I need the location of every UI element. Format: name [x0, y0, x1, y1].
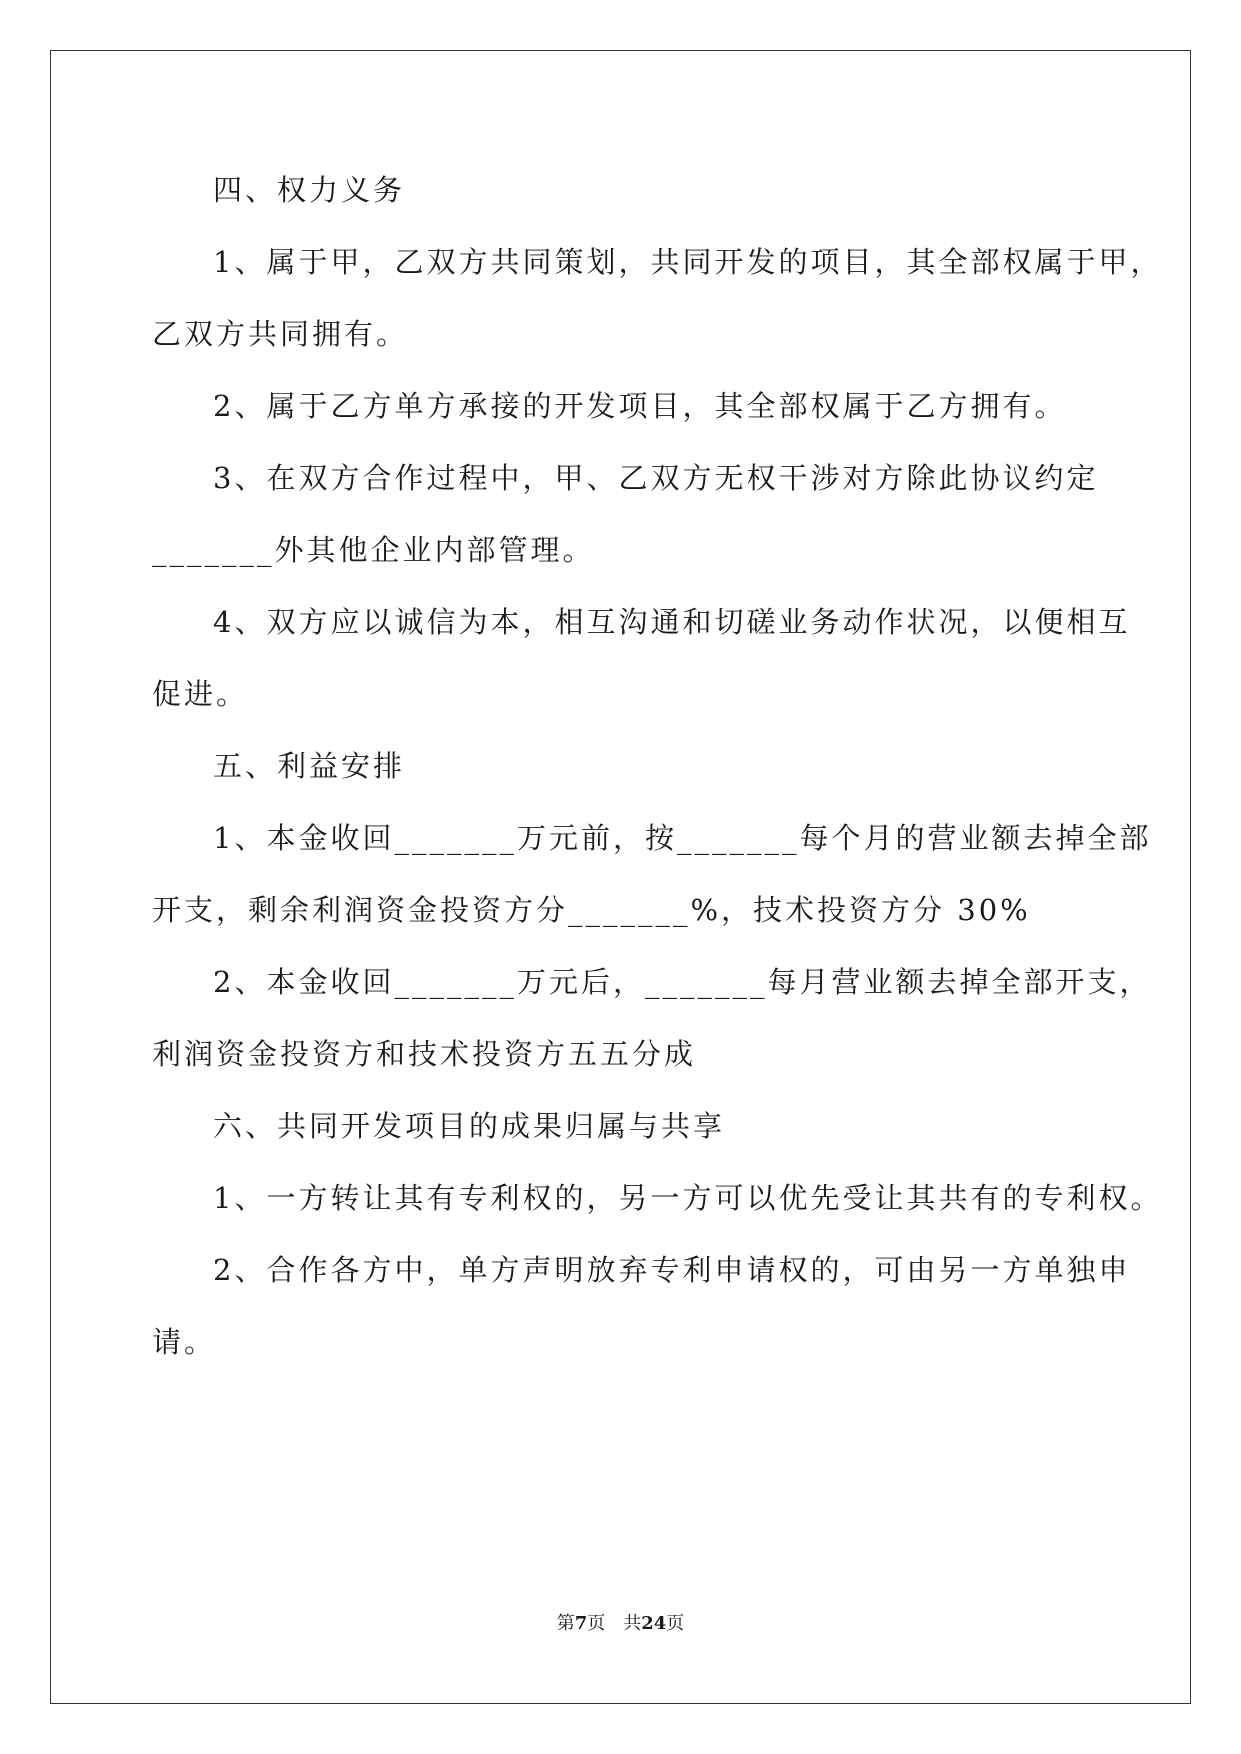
paragraph-line: 1、本金收回_______万元前，按_______每个月的营业额去掉全部	[213, 821, 1152, 855]
page-border	[50, 50, 1191, 1704]
section-heading-rights: 四、权力义务	[213, 173, 406, 207]
paragraph-line: 利润资金投资方和技术投资方五五分成	[152, 1037, 697, 1071]
paragraph-line: 2、合作各方中，单方声明放弃专利申请权的，可由另一方单独申	[213, 1253, 1131, 1287]
paragraph-line: 1、一方转让其有专利权的，另一方可以优先受让其共有的专利权。	[213, 1181, 1163, 1215]
paragraph-line: 2、本金收回_______万元后，_______每月营业额去掉全部开支，	[213, 965, 1152, 999]
paragraph-line: 乙双方共同拥有。	[152, 317, 409, 351]
page-footer	[0, 1612, 1241, 1636]
paragraph-line: 请。	[152, 1325, 217, 1359]
section-heading-profit: 五、利益安排	[213, 749, 406, 783]
current-page-number: 7	[574, 1613, 588, 1634]
footer-mid: 页 共	[587, 1613, 642, 1634]
paragraph-line: 1、属于甲，乙双方共同策划，共同开发的项目，其全部权属于甲，	[213, 245, 1163, 279]
section-heading-results: 六、共同开发项目的成果归属与共享	[213, 1109, 726, 1143]
total-page-number: 24	[641, 1613, 667, 1634]
footer-prefix: 第	[556, 1613, 575, 1634]
paragraph-line: _______外其他企业内部管理。	[152, 533, 595, 567]
paragraph-line: 开支，剩余利润资金投资方分_______%，技术投资方分 30%	[152, 893, 1031, 927]
footer-suffix: 页	[666, 1613, 685, 1634]
paragraph-line: 3、在双方合作过程中，甲、乙双方无权干涉对方除此协议约定	[213, 461, 1099, 495]
paragraph-line: 2、属于乙方单方承接的开发项目，其全部权属于乙方拥有。	[213, 389, 1067, 423]
paragraph-line: 4、双方应以诚信为本，相互沟通和切磋业务动作状况，以便相互	[213, 605, 1131, 639]
paragraph-line: 促进。	[152, 677, 249, 711]
